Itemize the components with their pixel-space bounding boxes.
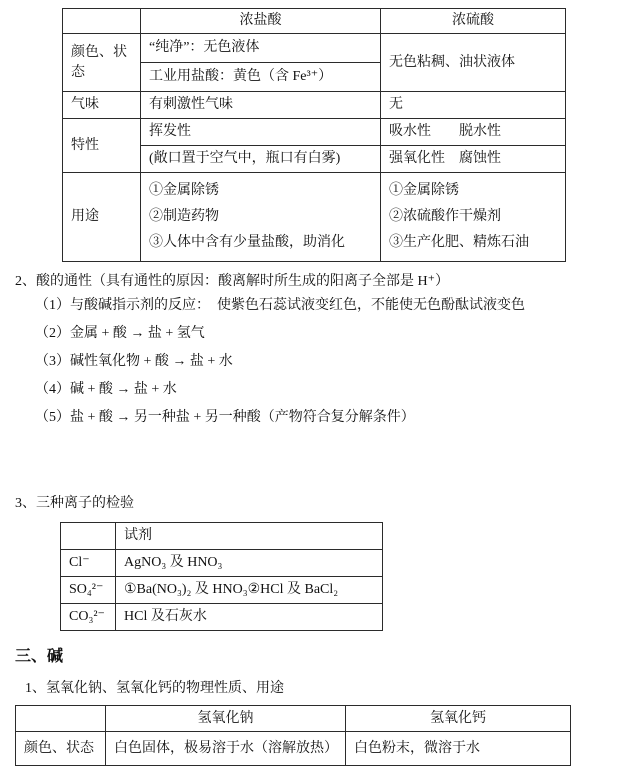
table-row [61, 577, 383, 604]
row-label-color-state: 颜色、状态 [16, 732, 106, 766]
cell-hcl-smell: 有刺激性气味 [141, 92, 381, 119]
acid-commons-item-4: （4）碱 + 酸 → 盐 + 水 [35, 382, 177, 398]
acid-commons-item-3: （3）碱性氧化物 + 酸 → 盐 + 水 [35, 354, 233, 370]
use-line: ③人体中含有少量盐酸，助消化 [149, 235, 345, 251]
acid-comparison-table [62, 8, 566, 262]
corner-cell [61, 523, 116, 550]
use-line: ①金属除锈 [149, 183, 219, 199]
row-label-uses: 用途 [63, 173, 141, 262]
col-header-hcl: 浓盐酸 [141, 9, 381, 34]
acid-commons-item-2: （2）金属 + 酸 → 盐 + 氢气 [35, 326, 205, 342]
acid-commons-item-1: （1）与酸碱指示剂的反应： 使紫色石蕊试液变红色，不能使无色酚酞试液变色 [35, 298, 525, 314]
table-row [16, 706, 571, 732]
cell-reagent-cl: AgNO₃ 及 HNO₃ [116, 550, 383, 577]
cell-hcl-uses [141, 173, 381, 262]
cell-hcl-industrial: 工业用盐酸：黄色（含 Fe³⁺） [141, 63, 381, 92]
cell-reagent-so4: ①Ba(NO₃)₂ 及 HNO₃②HCl 及 BaCl₂ [116, 577, 383, 604]
table-row [63, 34, 566, 63]
acid-commons-item-5: （5）盐 + 酸 → 另一种盐 + 另一种酸（产物符合复分解条件） [35, 410, 415, 426]
cell-h2so4-trait-1: 吸水性 脱水性 [381, 119, 566, 146]
cell-h2so4-smell: 无 [381, 92, 566, 119]
table-row [63, 92, 566, 119]
row-label-smell: 气味 [63, 92, 141, 119]
cell-ion-so4: SO₄²⁻ [61, 577, 116, 604]
use-line: ①金属除锈 [389, 183, 459, 199]
cell-h2so4-uses [381, 173, 566, 262]
col-header-reagent: 试剂 [116, 523, 383, 550]
table-row [63, 119, 566, 146]
row-label-color-state: 颜色、状态 [63, 34, 141, 92]
table-row [61, 550, 383, 577]
cell-hcl-trait-2: (敞口置于空气中，瓶口有白雾) [141, 146, 381, 173]
cell-ion-cl: Cl⁻ [61, 550, 116, 577]
use-line: ②制造药物 [149, 209, 219, 225]
table-row [61, 604, 383, 631]
cell-hcl-trait-1: 挥发性 [141, 119, 381, 146]
use-line: ③生产化肥、精炼石油 [389, 235, 529, 251]
row-label-traits: 特性 [63, 119, 141, 173]
col-header-h2so4: 浓硫酸 [381, 9, 566, 34]
section-base-heading: 三、碱 [15, 648, 64, 666]
corner-cell [16, 706, 106, 732]
table-row [16, 732, 571, 766]
cell-h2so4-color-state: 无色粘稠、油状液体 [381, 34, 566, 92]
table-row [63, 9, 566, 34]
corner-cell [63, 9, 141, 34]
section-base-subtitle: 1、氢氧化钠、氢氧化钙的物理性质、用途 [25, 681, 284, 697]
ion-test-table [60, 522, 383, 631]
cell-naoh-color-state: 白色固体，极易溶于水（溶解放热） [106, 732, 346, 766]
table-row [61, 523, 383, 550]
base-properties-table [15, 705, 571, 766]
cell-ion-co3: CO₃²⁻ [61, 604, 116, 631]
cell-h2so4-trait-2: 强氧化性 腐蚀性 [381, 146, 566, 173]
section-ion-tests-title: 3、三种离子的检验 [15, 496, 134, 512]
cell-caoh2-color-state: 白色粉末，微溶于水 [346, 732, 571, 766]
use-line: ②浓硫酸作干燥剂 [389, 209, 501, 225]
table-row [63, 173, 566, 262]
section-acid-commons-title: 2、酸的通性（具有通性的原因：酸离解时所生成的阳离子全部是 H⁺） [15, 274, 449, 290]
cell-hcl-pure: “纯净”：无色液体 [141, 34, 381, 63]
cell-reagent-co3: HCl 及石灰水 [116, 604, 383, 631]
col-header-naoh: 氢氧化钠 [106, 706, 346, 732]
col-header-caoh2: 氢氧化钙 [346, 706, 571, 732]
